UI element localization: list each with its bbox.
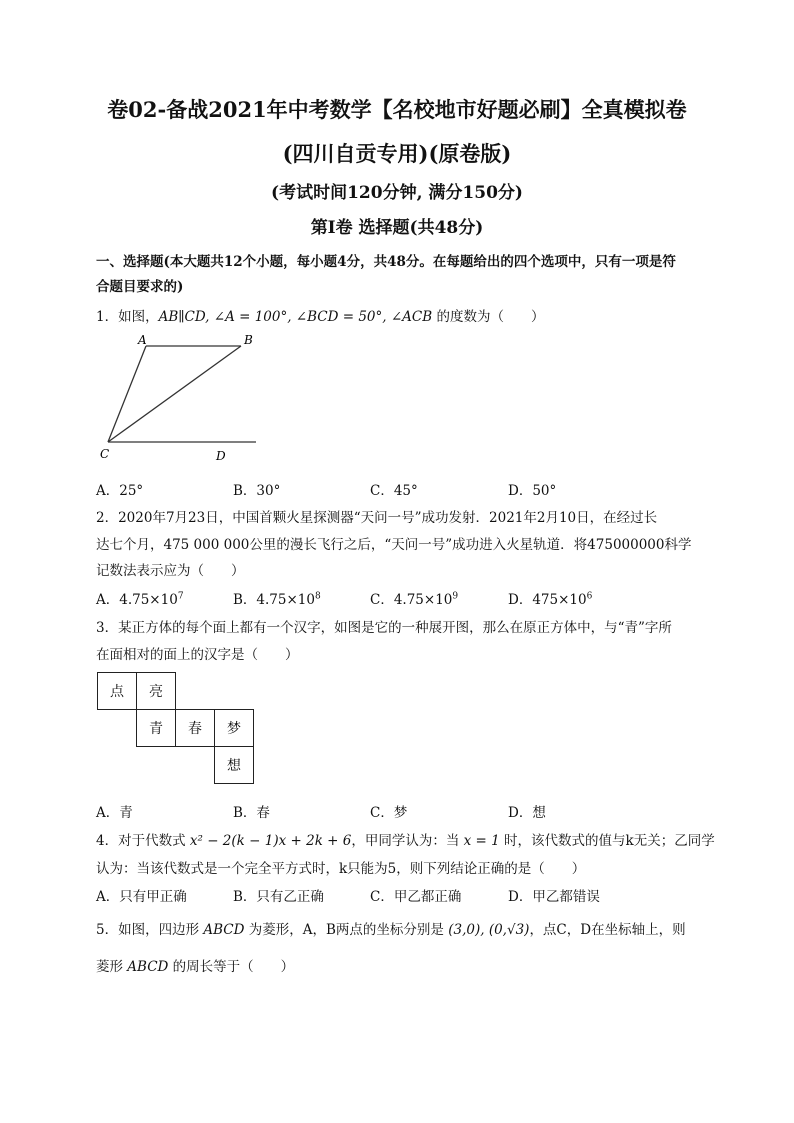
net-cell-3: 青 xyxy=(136,709,176,747)
question-5-line2: 菱形 ABCD 的周长等于（ ） xyxy=(96,959,295,975)
q2-option-d[interactable]: D．$475\times 10^6$ xyxy=(508,591,593,608)
q1-option-b[interactable]: B．30° xyxy=(233,483,281,499)
section-title: 第Ⅰ卷 选择题(共48分) xyxy=(310,218,484,238)
q1-label-a: A xyxy=(138,333,147,347)
q2-option-b[interactable]: B．$4.75\times 10^8$ xyxy=(233,591,321,608)
q2-option-a[interactable]: A．$4.75\times 10^7$ xyxy=(96,591,184,608)
question-2-line1: 2．2020年7月23日，中国首颗火星探测器“天问一号”成功发射．2021年2月10日，在经过长 xyxy=(96,510,658,526)
q3-option-c[interactable]: C．梦 xyxy=(370,805,408,821)
q1-option-d[interactable]: D．50° xyxy=(508,483,557,499)
q4-option-b[interactable]: B．只有乙正确 xyxy=(233,889,324,905)
net-cell-6: 想 xyxy=(214,746,254,784)
q2-option-c[interactable]: C．$4.75\times 10^9$ xyxy=(370,591,459,608)
net-cell-2: 亮 xyxy=(136,672,176,710)
net-cell-5: 梦 xyxy=(214,709,254,747)
question-4-line1: 4．对于代数式 x² − 2(k − 1)x + 2k + 6，甲同学认为：当 x = 1 时，该代数式的值与k无关；乙同学 xyxy=(96,833,715,849)
q1-label-b: B xyxy=(244,333,253,347)
question-5-line1: 5．如图，四边形 ABCD 为菱形，A，B两点的坐标分别是 (3,0), (0,√3)，点C，D在坐标轴上，则 xyxy=(96,922,686,938)
q4-option-d[interactable]: D．甲乙都错误 xyxy=(508,889,600,905)
page-title: 卷02-备战2021年中考数学【名校地市好题必刷】全真模拟卷 xyxy=(107,97,687,122)
q3-option-a[interactable]: A．青 xyxy=(96,805,133,821)
q1-formula: AB∥CD, ∠A = 100°, ∠BCD = 50°, ∠ACB xyxy=(158,309,433,325)
question-3-line1: 3．某正方体的每个面上都有一个汉字，如图是它的一种展开图，那么在原正方体中，与“青”字所 xyxy=(96,620,672,636)
net-cell-4: 春 xyxy=(175,709,215,747)
exam-info: (考试时间120分钟, 满分150分) xyxy=(271,183,523,203)
section-instruction-line1: 一、选择题(本大题共12个小题，每小题4分，共48分。在每题给出的四个选项中，只有一项是符 xyxy=(96,254,676,270)
q1-option-c[interactable]: C．45° xyxy=(370,483,418,499)
q1-option-a[interactable]: A．25° xyxy=(96,483,144,499)
q4-option-a[interactable]: A．只有甲正确 xyxy=(96,889,187,905)
q1-figure xyxy=(96,330,266,465)
net-cell-1: 点 xyxy=(97,672,137,710)
question-2-line3: 记数法表示应为（ ） xyxy=(96,563,245,579)
q1-line-bc xyxy=(108,346,241,442)
question-4-line2: 认为：当该代数式是一个完全平方式时，k只能为5，则下列结论正确的是（ ） xyxy=(96,861,586,877)
q3-option-d[interactable]: D．想 xyxy=(508,805,546,821)
question-3-line2: 在面相对的面上的汉字是（ ） xyxy=(96,647,299,663)
q1-label-d: D xyxy=(216,449,226,463)
page-subtitle: (四川自贡专用)(原卷版) xyxy=(282,141,512,166)
question-2-line2: 达七个月，475 000 000公里的漫长飞行之后，“天问一号”成功进入火星轨道．将475000000科学 xyxy=(96,537,692,553)
q4-option-c[interactable]: C．甲乙都正确 xyxy=(370,889,462,905)
q1-label-c: C xyxy=(100,447,110,461)
section-instruction-line2: 合题目要求的) xyxy=(96,279,184,295)
q3-option-b[interactable]: B．春 xyxy=(233,805,270,821)
question-1: 1．如图，AB∥CD, ∠A = 100°, ∠BCD = 50°, ∠ACB 的度数为（ ） xyxy=(96,309,545,325)
